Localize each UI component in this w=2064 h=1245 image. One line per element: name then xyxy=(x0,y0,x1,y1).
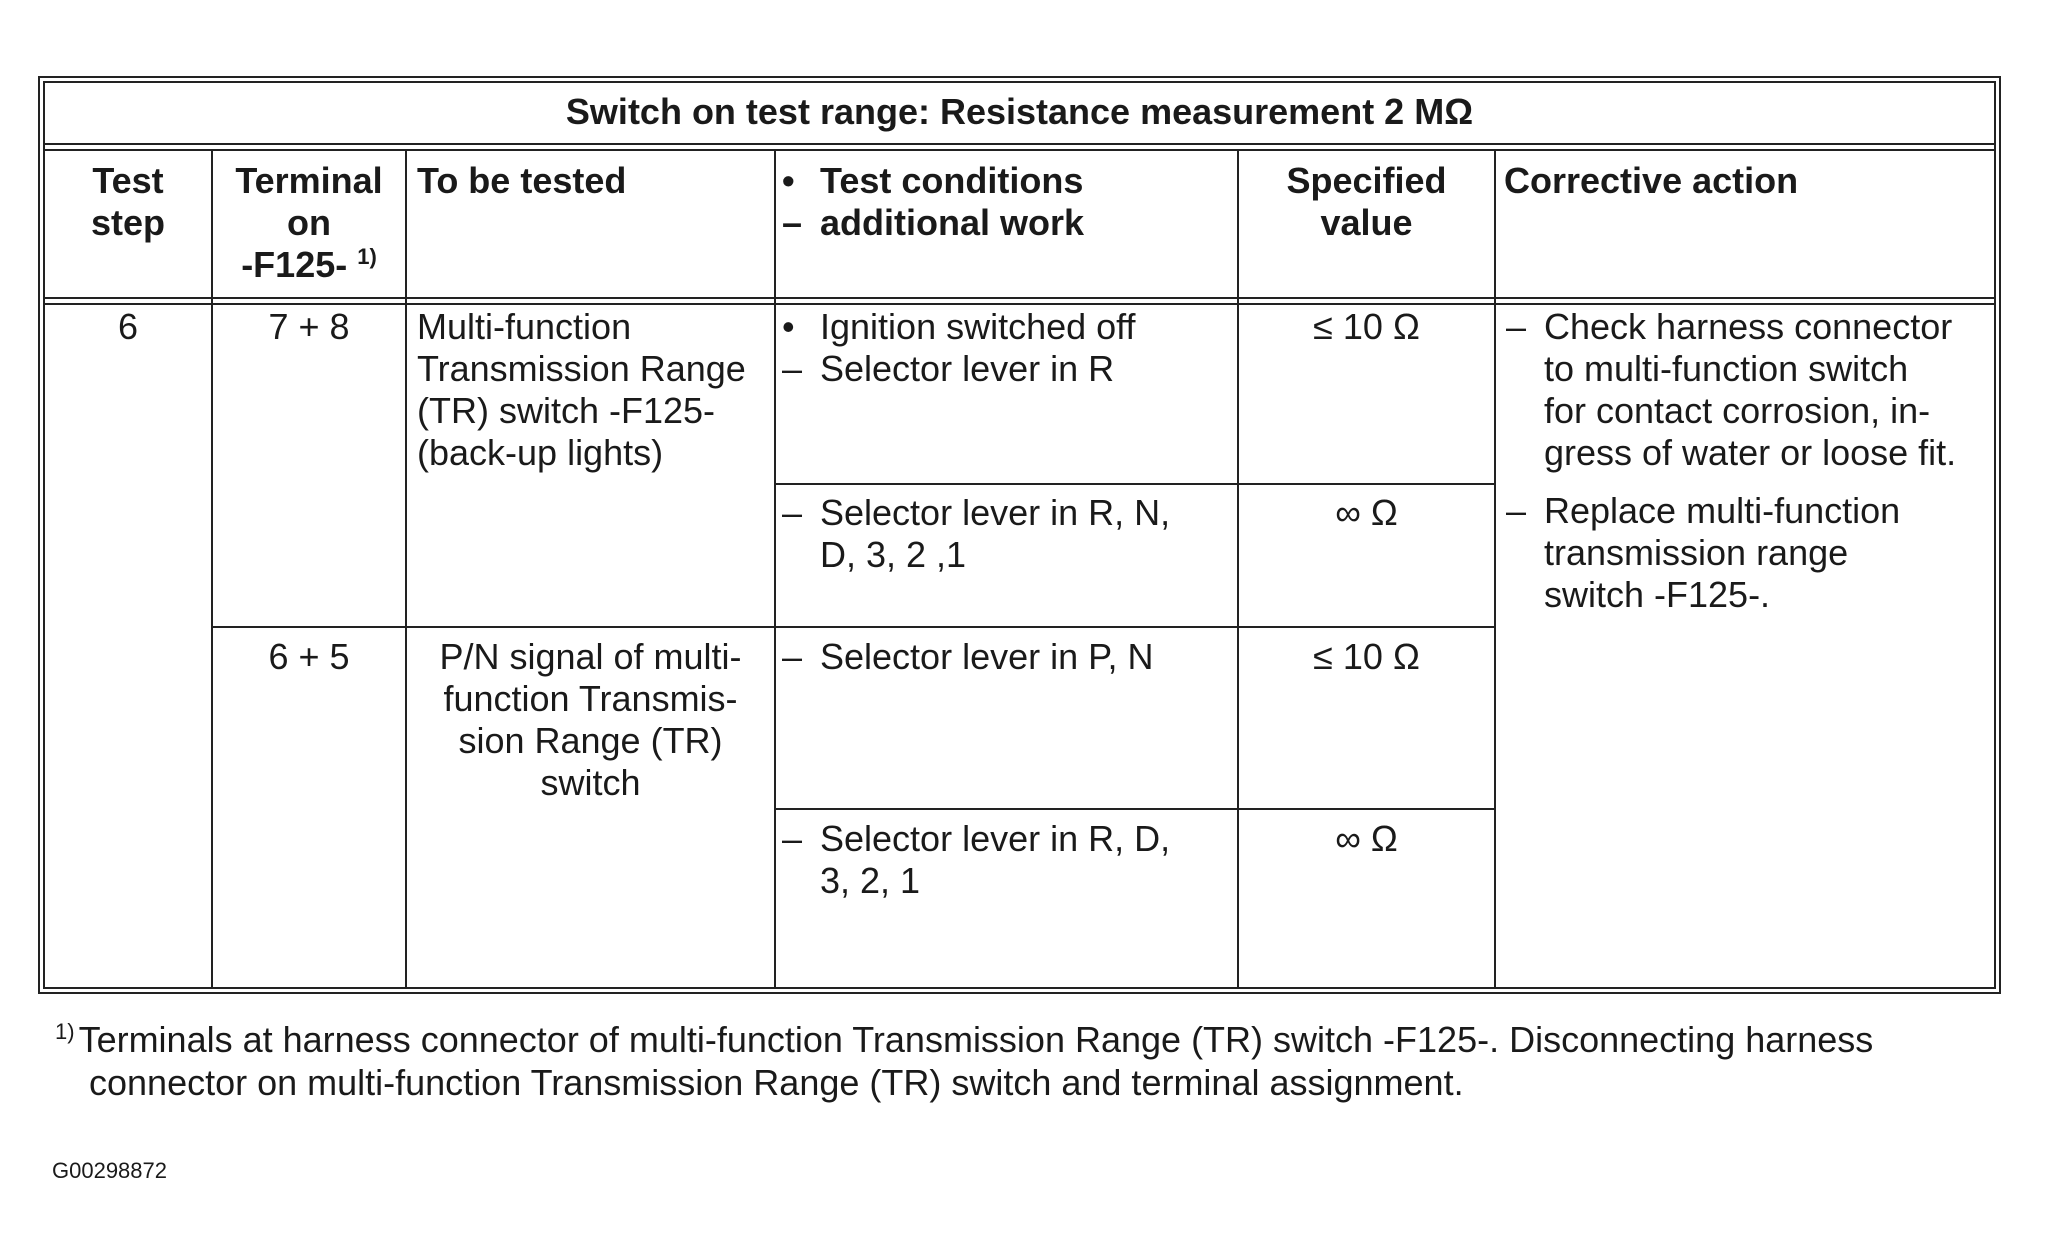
footnote-ref: 1) xyxy=(357,244,377,269)
title-divider xyxy=(43,143,1996,145)
row-divider xyxy=(774,808,1496,810)
column-divider xyxy=(405,149,407,989)
header-test-step: Test step xyxy=(90,160,166,243)
footnote-marker: 1) xyxy=(55,1019,75,1044)
title-divider xyxy=(43,149,1996,151)
specified-value: ≤ 10 Ω xyxy=(1313,306,1420,347)
corrective-action-text: – Check harness connector to multi-function switch for contact corrosion, in- gress of water or loose fit. – Replace multi-function transmission range switch -F125-. xyxy=(1506,306,1957,615)
header-divider xyxy=(43,297,1996,299)
header-terminal: Terminal on -F125- $^{1)}$ xyxy=(235,160,383,285)
test-conditions-cell: – Selector lever in R, N, D, 3, 2 ,1 xyxy=(782,492,1171,575)
row-divider xyxy=(211,626,1496,628)
header-divider xyxy=(43,303,1996,305)
specified-value: ∞ Ω xyxy=(1335,818,1398,859)
test-conditions-cell: • Ignition switched off – Selector lever in R xyxy=(782,306,1136,389)
table-title: Switch on test range: Resistance measurement 2 MΩ xyxy=(565,91,1474,132)
specified-value: ≤ 10 Ω xyxy=(1313,636,1420,677)
to-be-tested-text: P/N signal of multi- function Transmis- sion Range (TR) switch xyxy=(439,636,742,803)
header-test-conditions: • Test conditions – additional work xyxy=(782,160,1085,243)
column-divider xyxy=(774,149,776,989)
footnote: $^{1)}$ Terminals at harness connector of multi-function Transmission Range (TR) switch -F125-. Disconnecting harness connector on multi-function Transmission Range (TR) switch and terminal assignment. xyxy=(55,1019,1874,1103)
figure-id: G00298872 xyxy=(52,1158,167,1183)
terminal-value: 7 + 8 xyxy=(268,306,350,347)
header-to-be-tested: To be tested xyxy=(417,160,627,201)
column-divider xyxy=(1494,149,1496,989)
specified-value: ∞ Ω xyxy=(1335,492,1398,533)
row-divider xyxy=(774,483,1496,485)
header-specified-value: Specified value xyxy=(1286,160,1447,243)
terminal-value: 6 + 5 xyxy=(268,636,350,677)
to-be-tested-text: Multi-function Transmission Range (TR) switch -F125- (back-up lights) xyxy=(417,306,746,473)
test-conditions-cell: – Selector lever in P, N xyxy=(782,636,1154,677)
test-step-value: 6 xyxy=(117,306,139,347)
test-conditions-cell: – Selector lever in R, D, 3, 2, 1 xyxy=(782,818,1171,901)
column-divider xyxy=(1237,149,1239,989)
header-corrective-action: Corrective action xyxy=(1504,160,1799,201)
